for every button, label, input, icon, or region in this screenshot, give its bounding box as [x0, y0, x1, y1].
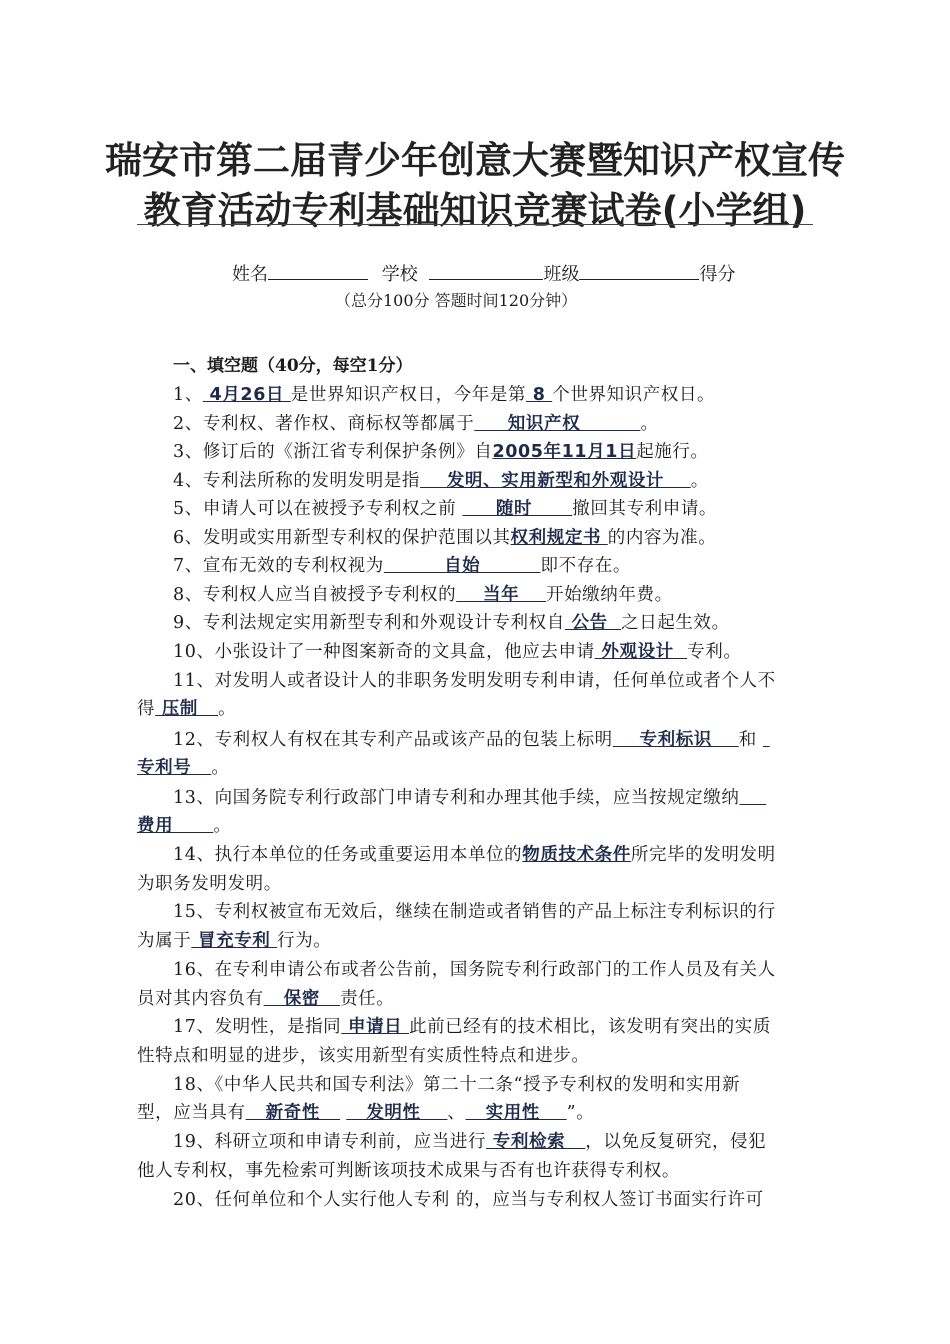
- answer: 公告: [564, 613, 622, 633]
- answer: 冒充专利: [191, 931, 278, 951]
- question-text: 3、修订后的《浙江省专利保护条例》自: [173, 442, 493, 462]
- question-text: 13、向国务院专利行政部门申请专利和办理其他手续，应当按规定缴纳: [173, 788, 740, 808]
- question-text: 责任。: [340, 989, 395, 1009]
- question-text: 1、: [173, 385, 203, 405]
- question-8: [173, 581, 673, 606]
- question-5: [173, 495, 717, 520]
- question-text: 员对其内容负有: [137, 989, 264, 1009]
- question-11-line-1: [173, 667, 776, 692]
- question-16-line-1: [173, 956, 776, 981]
- question-text: 型，应当具有: [137, 1103, 246, 1123]
- question-text: 19、科研立项和申请专利前，应当进行: [173, 1132, 487, 1152]
- exam-note: （总分100分 答题时间120分钟）: [335, 291, 578, 310]
- question-text: 此前已经有的技术相比，该发明有突出的实质: [408, 1017, 771, 1037]
- question-text: 16、在专利申请公布或者公告前，国务院专利行政部门的工作人员及有关人: [173, 960, 776, 980]
- answer: [763, 730, 770, 750]
- question-text: 。: [218, 699, 237, 719]
- question-text: 他人专利权，事先检索可判断该项技术成果与否有也许获得专利权。: [137, 1161, 680, 1181]
- question-text: 7、宣布无效的专利权视为: [173, 556, 384, 576]
- answer: 知识产权: [474, 414, 641, 434]
- question-7: [173, 552, 631, 577]
- question-11-line-2: [137, 695, 236, 720]
- question-text: ”。: [566, 1103, 595, 1123]
- question-text: 2、专利权、著作权、商标权等都属于: [173, 414, 475, 434]
- answer: 外观设计: [594, 642, 688, 662]
- question-14-line-2: [137, 870, 282, 895]
- question-3: [173, 438, 709, 463]
- question-16-line-2: [137, 985, 394, 1010]
- answer: 2005年11月1日: [492, 442, 637, 462]
- question-text: 为属于: [137, 931, 192, 951]
- question-18-line-1: [173, 1071, 740, 1096]
- question-text: 11、对发明人或者设计人的非职务发明发明专利申请，任何单位或者个人不: [173, 671, 776, 691]
- class-label: 班级: [543, 264, 580, 285]
- answer: 实用性: [465, 1103, 567, 1123]
- question-text: 所完毕的发明发明: [630, 845, 776, 865]
- question-text: 性特点和明显的进步，该实用新型有实质性特点和进步。: [137, 1046, 590, 1066]
- question-1: [173, 381, 715, 406]
- class-field[interactable]: [579, 261, 699, 280]
- answer: 自始: [383, 556, 541, 576]
- answer: 4月26日: [202, 385, 291, 405]
- question-text: 、: [447, 1103, 466, 1123]
- school-label: 学校: [381, 264, 418, 285]
- question-text: 之日起生效。: [621, 613, 730, 633]
- question-text: 20、任何单位和个人实行他人专利 的，应当与专利权人签订书面实行许可: [173, 1190, 764, 1210]
- answer: 随时: [462, 499, 573, 519]
- answer: 申请日: [341, 1017, 409, 1037]
- question-13-line-2: [137, 812, 231, 837]
- question-13-line-1: [173, 784, 766, 809]
- question-text: 17、发明性，是指同: [173, 1017, 342, 1037]
- title-divider: [137, 224, 813, 225]
- question-text: 个世界知识产权日。: [552, 385, 716, 405]
- question-text: 是世界知识产权日，今年是第: [290, 385, 527, 405]
- question-text: 。: [690, 471, 709, 491]
- question-text: 的内容为准。: [607, 528, 717, 548]
- question-text: 得: [137, 699, 156, 719]
- student-info-row: [232, 260, 735, 286]
- question-text: 10、小张设计了一种图案新奇的文具盒，他应去申请: [173, 642, 595, 662]
- name-label: 姓名: [232, 264, 268, 285]
- exam-title-line-2: 教育活动专利基础知识竞赛试卷(小学组): [143, 189, 807, 232]
- question-text: 5、申请人可以在被授予专利权之前: [173, 499, 463, 519]
- question-text: 即不存在。: [540, 556, 632, 576]
- answer: 保密: [263, 989, 341, 1009]
- question-10: [173, 638, 741, 663]
- question-4: [173, 467, 709, 492]
- answer: 发明、实用新型和外观设计: [420, 471, 691, 491]
- answer: 专利检索: [486, 1132, 586, 1152]
- question-text: 专利。: [687, 642, 742, 662]
- answer: 当年: [456, 585, 546, 605]
- score-label: 得分: [699, 264, 736, 285]
- question-text: 起施行。: [636, 442, 709, 462]
- school-field[interactable]: [429, 261, 543, 280]
- question-text: 9、专利法规定实用新型专利和外观设计专利权自: [173, 613, 565, 633]
- exam-title-line-1: 瑞安市第二届青少年创意大赛暨知识产权宣传: [105, 139, 845, 182]
- question-text: ，以免反复研究，侵犯: [585, 1132, 767, 1152]
- answer: 权利规定书: [510, 528, 608, 548]
- question-text: 18、《中华人民共和国专利法》第二十二条“授予专利权的发明和实用新: [173, 1075, 741, 1095]
- question-text: 8、专利权人应当自被授予专利权的: [173, 585, 457, 605]
- answer: [739, 788, 766, 808]
- question-text: 为职务发明发明。: [137, 874, 282, 894]
- question-text: 15、专利权被宣布无效后，继续在制造或者销售的产品上标注专利标识的行: [173, 902, 776, 922]
- question-20-line-1: [173, 1186, 764, 1211]
- question-text: 。: [213, 816, 232, 836]
- question-text: 开始缴纳年费。: [545, 585, 673, 605]
- section-heading: 一、填空题（40分，每空1分）: [173, 356, 413, 376]
- question-14-line-1: [173, 841, 776, 866]
- question-17-line-1: [173, 1013, 771, 1038]
- name-field[interactable]: [268, 261, 368, 280]
- question-text: 14、执行本单位的任务或重要运用本单位的: [173, 845, 523, 865]
- answer: 压制: [155, 699, 219, 719]
- question-text: 行为。: [277, 931, 332, 951]
- question-6: [173, 524, 716, 549]
- question-text: 4、专利法所称的发明发明是指: [173, 471, 421, 491]
- question-text: 。: [640, 414, 659, 434]
- question-17-line-2: [137, 1042, 590, 1067]
- question-15-line-2: [137, 927, 331, 952]
- question-text: 。: [211, 758, 230, 778]
- question-text: 6、发明或实用新型专利权的保护范围以其: [173, 528, 511, 548]
- question-19-line-2: [137, 1157, 680, 1182]
- question-15-line-1: [173, 898, 776, 923]
- answer: 新奇性: [245, 1103, 341, 1123]
- question-2: [173, 410, 659, 435]
- answer: 专利号: [137, 758, 212, 778]
- answer: 费用: [137, 816, 214, 836]
- answer: 专利标识: [612, 730, 739, 750]
- question-12-line-2: [137, 754, 230, 779]
- question-19-line-1: [173, 1128, 766, 1153]
- question-text: 12、专利权人有权在其专利产品或该产品的包装上标明: [173, 730, 613, 750]
- question-12-line-1: [173, 726, 770, 751]
- answer: 8: [526, 385, 553, 405]
- question-9: [173, 609, 730, 634]
- answer: 物质技术条件: [522, 845, 631, 865]
- question-18-line-2: [137, 1099, 594, 1124]
- question-text: 和: [738, 730, 763, 750]
- answer: 发明性: [346, 1103, 448, 1123]
- question-text: 撤回其专利申请。: [572, 499, 718, 519]
